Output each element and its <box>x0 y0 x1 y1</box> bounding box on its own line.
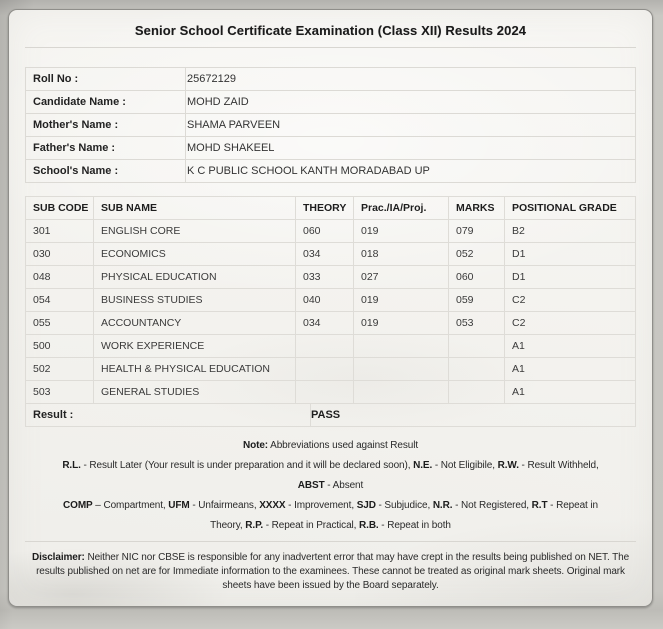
info-row-mother-name <box>26 114 636 137</box>
table-cell: 034 <box>296 312 354 335</box>
text-run: - Unfairmeans, <box>189 500 260 511</box>
table-cell: C2 <box>505 289 636 312</box>
result-card <box>8 9 653 607</box>
table-cell: 019 <box>354 289 449 312</box>
text-run: - Improvement, <box>285 500 357 511</box>
table-cell: HEALTH & PHYSICAL EDUCATION <box>94 358 296 381</box>
table-cell <box>449 358 505 381</box>
text-run: - Subjudice, <box>375 500 433 511</box>
info-row-candidate-name <box>26 91 636 114</box>
table-cell: 301 <box>26 220 94 243</box>
table-row <box>26 358 636 381</box>
table-cell: ACCOUNTANCY <box>94 312 296 335</box>
table-cell <box>296 358 354 381</box>
text-run: - Repeat in both <box>378 520 451 531</box>
table-cell: 079 <box>449 220 505 243</box>
abbreviation-bold: N.R. <box>432 500 453 511</box>
abbreviation-bold: R.W. <box>497 460 519 471</box>
table-cell: 019 <box>354 220 449 243</box>
text-run: - Result Withheld, <box>518 460 599 471</box>
table-row <box>26 335 636 358</box>
info-label: Candidate Name : <box>26 91 186 114</box>
table-cell: B2 <box>505 220 636 243</box>
table-cell: 052 <box>449 243 505 266</box>
marks-table-header <box>26 197 636 220</box>
abbreviation-bold: R.L. <box>62 460 81 471</box>
table-cell: 018 <box>354 243 449 266</box>
marks-table <box>25 196 636 404</box>
abbreviation-bold: COMP <box>63 500 93 511</box>
table-cell: 059 <box>449 289 505 312</box>
note-heading <box>25 436 636 456</box>
info-value: SHAMA PARVEEN <box>186 114 636 137</box>
table-cell: WORK EXPERIENCE <box>94 335 296 358</box>
table-cell <box>296 381 354 404</box>
disclaimer-section <box>29 551 632 593</box>
table-cell: 034 <box>296 243 354 266</box>
table-cell: 500 <box>26 335 94 358</box>
abbreviation-bold: UFM <box>168 500 190 511</box>
table-cell <box>354 335 449 358</box>
table-cell <box>449 335 505 358</box>
text-run: Theory, <box>210 520 246 531</box>
table-cell: ENGLISH CORE <box>94 220 296 243</box>
text-run: - Repeat in Practical, <box>263 520 360 531</box>
table-row <box>26 289 636 312</box>
abbreviation-bold: ABST <box>297 480 325 491</box>
table-row <box>26 266 636 289</box>
info-row-roll-no <box>26 68 636 91</box>
col-theory: THEORY <box>296 197 354 220</box>
col-sub-name: SUB NAME <box>94 197 296 220</box>
table-cell: A1 <box>505 358 636 381</box>
table-cell: 060 <box>449 266 505 289</box>
note-line-compartment <box>25 496 636 516</box>
abbreviation-bold: N.E. <box>413 460 433 471</box>
table-cell: 503 <box>26 381 94 404</box>
table-cell: 053 <box>449 312 505 335</box>
table-cell: GENERAL STUDIES <box>94 381 296 404</box>
table-cell: D1 <box>505 243 636 266</box>
table-cell: 060 <box>296 220 354 243</box>
table-cell <box>449 381 505 404</box>
abbreviation-bold: XXXX <box>259 500 286 511</box>
table-cell <box>296 335 354 358</box>
text-run: - Result Later (Your result is under preparation and it will be declared soon), <box>80 460 414 471</box>
note-line-compartment-cont <box>25 516 636 536</box>
table-cell: 033 <box>296 266 354 289</box>
table-cell: PHYSICAL EDUCATION <box>94 266 296 289</box>
table-cell <box>354 381 449 404</box>
table-cell: 048 <box>26 266 94 289</box>
table-row <box>26 243 636 266</box>
info-value: 25672129 <box>186 68 636 91</box>
page-title: Senior School Certificate Examination (Class XII) Results 2024 <box>134 23 527 38</box>
table-row <box>26 312 636 335</box>
info-value: MOHD ZAID <box>186 91 636 114</box>
table-cell: 055 <box>26 312 94 335</box>
result-row <box>26 404 636 427</box>
info-label: Roll No : <box>26 68 186 91</box>
note-line-result-later <box>25 456 636 476</box>
text-run: - Absent <box>324 480 364 491</box>
table-cell: A1 <box>505 381 636 404</box>
text-run: – Compartment, <box>92 500 169 511</box>
info-value: K C PUBLIC SCHOOL KANTH MORADABAD UP <box>186 160 636 183</box>
result-label: Result : <box>26 404 311 427</box>
text-run: Abbreviations used against Result <box>268 440 419 451</box>
table-cell: 502 <box>26 358 94 381</box>
table-cell: A1 <box>505 335 636 358</box>
table-row <box>26 220 636 243</box>
abbreviation-bold: Note: <box>242 440 269 451</box>
title-divider <box>25 47 636 48</box>
info-row-school-name <box>26 160 636 183</box>
note-line-absent <box>25 476 636 496</box>
col-marks: MARKS <box>449 197 505 220</box>
info-value: MOHD SHAKEEL <box>186 137 636 160</box>
table-cell: 054 <box>26 289 94 312</box>
table-cell: 019 <box>354 312 449 335</box>
candidate-info-table <box>25 67 636 183</box>
col-sub-code: SUB CODE <box>26 197 94 220</box>
text-run: - Not Eligibile, <box>432 460 498 471</box>
result-value: PASS <box>311 404 636 427</box>
marks-table-body <box>26 220 636 404</box>
table-cell: D1 <box>505 266 636 289</box>
abbreviation-bold: R.T <box>531 500 548 511</box>
result-row-table <box>25 403 636 427</box>
table-cell <box>354 358 449 381</box>
text-run: - Not Registered, <box>452 500 532 511</box>
table-cell: C2 <box>505 312 636 335</box>
text-run: Neither NIC nor CBSE is responsible for any inadvertent error that may have crept in the results being published on NET. The results published on net are for Immediate information to the examinees. These cannot be treated as original mark sheets. Original mark sheets have been issued by the Board separately. <box>36 552 630 591</box>
col-prac-ia-proj: Prac./IA/Proj. <box>354 197 449 220</box>
table-row <box>26 381 636 404</box>
section-divider <box>25 541 636 542</box>
abbreviation-bold: SJD <box>356 500 376 511</box>
table-cell: 027 <box>354 266 449 289</box>
info-label: School's Name : <box>26 160 186 183</box>
col-positional-grade: POSITIONAL GRADE <box>505 197 636 220</box>
info-label: Father's Name : <box>26 137 186 160</box>
table-cell: ECONOMICS <box>94 243 296 266</box>
table-cell: 030 <box>26 243 94 266</box>
notes-section <box>25 436 636 536</box>
table-cell: 040 <box>296 289 354 312</box>
table-cell: BUSINESS STUDIES <box>94 289 296 312</box>
abbreviation-bold: R.P. <box>245 520 264 531</box>
info-row-father-name <box>26 137 636 160</box>
abbreviation-bold: R.B. <box>359 520 379 531</box>
abbreviation-bold: Disclaimer: <box>31 552 85 563</box>
info-label: Mother's Name : <box>26 114 186 137</box>
text-run: - Repeat in <box>547 500 598 511</box>
